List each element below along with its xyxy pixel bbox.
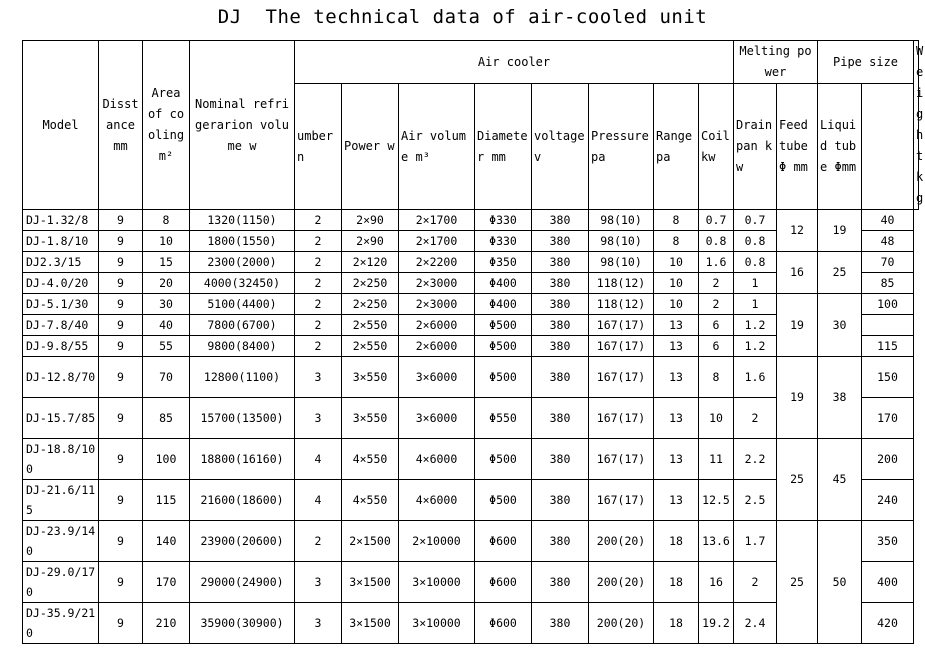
cell-power: 3×550	[342, 357, 399, 398]
table-row	[23, 357, 919, 398]
cell-drain: 2.4	[734, 603, 777, 644]
cell-nominal: 35900(30900)	[190, 603, 295, 644]
cell-n: 3	[295, 603, 342, 644]
cell-n: 2	[295, 231, 342, 252]
cell-area: 170	[143, 562, 190, 603]
cell-airvol: 4×6000	[399, 439, 475, 480]
cell-airvol: 2×1700	[399, 231, 475, 252]
cell-diam: Φ400	[475, 273, 532, 294]
cell-pipe-feed: 19	[777, 357, 818, 439]
cell-range: 13	[654, 336, 699, 357]
header-distance: Disstance mm	[99, 41, 143, 210]
cell-volt: 380	[532, 315, 589, 336]
cell-press: 167(17)	[589, 315, 654, 336]
cell-drain: 1.7	[734, 521, 777, 562]
header-pressure: Pressure pa	[589, 84, 654, 210]
cell-n: 2	[295, 252, 342, 273]
cell-diam: Φ500	[475, 336, 532, 357]
cell-press: 167(17)	[589, 398, 654, 439]
cell-power: 2×250	[342, 294, 399, 315]
cell-volt: 380	[532, 603, 589, 644]
header-nominal: Nominal refrigerarion volume w	[190, 41, 295, 210]
cell-coil: 2	[699, 273, 734, 294]
cell-volt: 380	[532, 357, 589, 398]
cell-airvol: 2×3000	[399, 294, 475, 315]
cell-pipe-feed: 25	[777, 521, 818, 644]
cell-area: 10	[143, 231, 190, 252]
cell-coil: 19.2	[699, 603, 734, 644]
cell-weight: 115	[862, 336, 914, 357]
cell-area: 70	[143, 357, 190, 398]
cell-nominal: 2300(2000)	[190, 252, 295, 273]
cell-dist: 9	[99, 210, 143, 231]
cell-weight: 100	[862, 294, 914, 315]
cell-coil: 16	[699, 562, 734, 603]
cell-pipe-feed: 19	[777, 294, 818, 357]
cell-range: 13	[654, 480, 699, 521]
cell-pipe-feed: 16	[777, 252, 818, 294]
cell-model: DJ-9.8/55	[23, 336, 99, 357]
cell-power: 4×550	[342, 439, 399, 480]
cell-range: 8	[654, 210, 699, 231]
table-row	[23, 210, 919, 231]
header-number: umber n	[295, 84, 342, 210]
cell-volt: 380	[532, 336, 589, 357]
cell-coil: 13.6	[699, 521, 734, 562]
cell-dist: 9	[99, 252, 143, 273]
cell-press: 98(10)	[589, 210, 654, 231]
cell-drain: 2	[734, 562, 777, 603]
cell-pipe-liquid: 30	[818, 294, 862, 357]
header-weight: Weight kg	[914, 41, 919, 210]
cell-range: 18	[654, 562, 699, 603]
cell-range: 10	[654, 294, 699, 315]
cell-dist: 9	[99, 439, 143, 480]
cell-diam: Φ600	[475, 521, 532, 562]
cell-model: DJ-1.32/8	[23, 210, 99, 231]
cell-weight: 150	[862, 357, 914, 398]
cell-dist: 9	[99, 562, 143, 603]
header-power: Power w	[342, 84, 399, 210]
cell-weight: 85	[862, 273, 914, 294]
cell-airvol: 3×6000	[399, 398, 475, 439]
cell-coil: 0.8	[699, 231, 734, 252]
cell-airvol: 2×10000	[399, 521, 475, 562]
cell-dist: 9	[99, 603, 143, 644]
cell-model: DJ-4.0/20	[23, 273, 99, 294]
cell-model: DJ2.3/15	[23, 252, 99, 273]
cell-airvol: 2×6000	[399, 315, 475, 336]
cell-power: 2×90	[342, 231, 399, 252]
header-feed-tube: Feed tube Φ mm	[777, 84, 818, 210]
cell-range: 13	[654, 357, 699, 398]
cell-diam: Φ500	[475, 315, 532, 336]
cell-volt: 380	[532, 439, 589, 480]
cell-nominal: 21600(18600)	[190, 480, 295, 521]
cell-nominal: 9800(8400)	[190, 336, 295, 357]
cell-nominal: 5100(4400)	[190, 294, 295, 315]
cell-press: 167(17)	[589, 357, 654, 398]
cell-model: DJ-12.8/70	[23, 357, 99, 398]
cell-area: 100	[143, 439, 190, 480]
cell-area: 15	[143, 252, 190, 273]
cell-coil: 0.7	[699, 210, 734, 231]
cell-model: DJ-7.8/40	[23, 315, 99, 336]
cell-press: 200(20)	[589, 603, 654, 644]
cell-coil: 8	[699, 357, 734, 398]
cell-dist: 9	[99, 294, 143, 315]
cell-press: 98(10)	[589, 252, 654, 273]
cell-press: 167(17)	[589, 439, 654, 480]
cell-airvol: 4×6000	[399, 480, 475, 521]
cell-nominal: 1800(1550)	[190, 231, 295, 252]
cell-diam: Φ400	[475, 294, 532, 315]
cell-volt: 380	[532, 521, 589, 562]
cell-dist: 9	[99, 398, 143, 439]
cell-drain: 2.5	[734, 480, 777, 521]
cell-model: DJ-1.8/10	[23, 231, 99, 252]
cell-model: DJ-29.0/170	[23, 562, 99, 603]
cell-coil: 2	[699, 294, 734, 315]
cell-area: 55	[143, 336, 190, 357]
cell-power: 3×550	[342, 398, 399, 439]
cell-press: 118(12)	[589, 294, 654, 315]
cell-range: 8	[654, 231, 699, 252]
table-row	[23, 294, 919, 315]
header-pipe-size: Pipe size	[818, 41, 914, 84]
cell-model: DJ-21.6/115	[23, 480, 99, 521]
cell-airvol: 3×10000	[399, 562, 475, 603]
cell-volt: 380	[532, 562, 589, 603]
cell-diam: Φ500	[475, 357, 532, 398]
cell-dist: 9	[99, 521, 143, 562]
cell-range: 18	[654, 603, 699, 644]
cell-press: 98(10)	[589, 231, 654, 252]
cell-area: 20	[143, 273, 190, 294]
cell-nominal: 12800(1100)	[190, 357, 295, 398]
cell-diam: Φ500	[475, 439, 532, 480]
cell-airvol: 2×3000	[399, 273, 475, 294]
cell-power: 2×1500	[342, 521, 399, 562]
cell-drain: 1.6	[734, 357, 777, 398]
cell-range: 10	[654, 273, 699, 294]
cell-airvol: 2×1700	[399, 210, 475, 231]
cell-weight: 40	[862, 210, 914, 231]
cell-pipe-liquid: 19	[818, 210, 862, 252]
cell-drain: 1	[734, 294, 777, 315]
cell-diam: Φ500	[475, 480, 532, 521]
cell-diam: Φ330	[475, 231, 532, 252]
cell-drain: 2.2	[734, 439, 777, 480]
cell-volt: 380	[532, 231, 589, 252]
cell-power: 2×550	[342, 336, 399, 357]
cell-weight: 70	[862, 252, 914, 273]
header-melting-power: Melting power	[734, 41, 818, 84]
cell-press: 200(20)	[589, 521, 654, 562]
cell-airvol: 2×2200	[399, 252, 475, 273]
cell-n: 3	[295, 357, 342, 398]
cell-dist: 9	[99, 273, 143, 294]
cell-pipe-liquid: 50	[818, 521, 862, 644]
cell-weight: 420	[862, 603, 914, 644]
cell-n: 4	[295, 480, 342, 521]
cell-diam: Φ350	[475, 252, 532, 273]
header-area: Area of cooling m²	[143, 41, 190, 210]
cell-drain: 0.8	[734, 231, 777, 252]
cell-n: 3	[295, 398, 342, 439]
cell-power: 2×250	[342, 273, 399, 294]
cell-diam: Φ550	[475, 398, 532, 439]
cell-n: 2	[295, 336, 342, 357]
cell-area: 40	[143, 315, 190, 336]
header-drain: Drain pan kw	[734, 84, 777, 210]
cell-press: 200(20)	[589, 562, 654, 603]
cell-weight: 350	[862, 521, 914, 562]
cell-range: 10	[654, 252, 699, 273]
cell-volt: 380	[532, 480, 589, 521]
cell-nominal: 4000(32450)	[190, 273, 295, 294]
cell-volt: 380	[532, 398, 589, 439]
header-model: Model	[23, 41, 99, 210]
cell-coil: 11	[699, 439, 734, 480]
cell-model: DJ-5.1/30	[23, 294, 99, 315]
cell-press: 118(12)	[589, 273, 654, 294]
cell-coil: 1.6	[699, 252, 734, 273]
cell-power: 2×550	[342, 315, 399, 336]
cell-model: DJ-15.7/85	[23, 398, 99, 439]
cell-diam: Φ600	[475, 603, 532, 644]
cell-coil: 10	[699, 398, 734, 439]
technical-data-table	[22, 40, 924, 644]
cell-volt: 380	[532, 210, 589, 231]
cell-n: 3	[295, 562, 342, 603]
cell-nominal: 1320(1150)	[190, 210, 295, 231]
cell-press: 167(17)	[589, 480, 654, 521]
cell-pipe-liquid: 38	[818, 357, 862, 439]
header-liquid-tube: Liquid tube Φmm	[818, 84, 862, 210]
cell-model: DJ-23.9/140	[23, 521, 99, 562]
cell-drain: 2	[734, 398, 777, 439]
cell-drain: 0.8	[734, 252, 777, 273]
cell-power: 3×1500	[342, 603, 399, 644]
cell-n: 2	[295, 273, 342, 294]
cell-weight: 240	[862, 480, 914, 521]
cell-dist: 9	[99, 336, 143, 357]
header-coil: Coil kw	[699, 84, 734, 210]
cell-pipe-liquid: 45	[818, 439, 862, 521]
cell-n: 2	[295, 294, 342, 315]
cell-volt: 380	[532, 273, 589, 294]
cell-pipe-feed: 25	[777, 439, 818, 521]
cell-area: 140	[143, 521, 190, 562]
cell-area: 210	[143, 603, 190, 644]
cell-range: 18	[654, 521, 699, 562]
cell-volt: 380	[532, 252, 589, 273]
cell-volt: 380	[532, 294, 589, 315]
cell-drain: 1.2	[734, 315, 777, 336]
cell-diam: Φ600	[475, 562, 532, 603]
header-air-cooler: Air cooler	[295, 41, 734, 84]
table-row	[23, 521, 919, 562]
cell-pipe-liquid: 25	[818, 252, 862, 294]
cell-pipe-feed: 12	[777, 210, 818, 252]
cell-area: 30	[143, 294, 190, 315]
cell-drain: 1	[734, 273, 777, 294]
cell-n: 2	[295, 210, 342, 231]
cell-weight: 48	[862, 231, 914, 252]
cell-area: 8	[143, 210, 190, 231]
cell-coil: 12.5	[699, 480, 734, 521]
cell-power: 4×550	[342, 480, 399, 521]
table-row	[23, 439, 919, 480]
cell-model: DJ-18.8/100	[23, 439, 99, 480]
cell-diam: Φ330	[475, 210, 532, 231]
cell-dist: 9	[99, 315, 143, 336]
cell-n: 2	[295, 315, 342, 336]
cell-nominal: 18800(16160)	[190, 439, 295, 480]
cell-power: 2×120	[342, 252, 399, 273]
cell-weight: 170	[862, 398, 914, 439]
cell-range: 13	[654, 439, 699, 480]
cell-n: 2	[295, 521, 342, 562]
cell-area: 85	[143, 398, 190, 439]
cell-power: 3×1500	[342, 562, 399, 603]
cell-nominal: 23900(20600)	[190, 521, 295, 562]
cell-nominal: 15700(13500)	[190, 398, 295, 439]
cell-airvol: 2×6000	[399, 336, 475, 357]
cell-coil: 6	[699, 336, 734, 357]
cell-model: DJ-35.9/210	[23, 603, 99, 644]
cell-range: 13	[654, 398, 699, 439]
table-row	[23, 252, 919, 273]
cell-airvol: 3×6000	[399, 357, 475, 398]
cell-range: 13	[654, 315, 699, 336]
cell-coil: 6	[699, 315, 734, 336]
cell-drain: 0.7	[734, 210, 777, 231]
cell-weight	[862, 315, 914, 336]
header-diameter: Diameter mm	[475, 84, 532, 210]
cell-airvol: 3×10000	[399, 603, 475, 644]
cell-nominal: 29000(24900)	[190, 562, 295, 603]
cell-dist: 9	[99, 357, 143, 398]
header-voltage: voltage v	[532, 84, 589, 210]
cell-drain: 1.2	[734, 336, 777, 357]
cell-area: 115	[143, 480, 190, 521]
cell-weight: 400	[862, 562, 914, 603]
cell-power: 2×90	[342, 210, 399, 231]
cell-dist: 9	[99, 231, 143, 252]
cell-press: 167(17)	[589, 336, 654, 357]
page-title: DJ The technical data of air-cooled unit	[217, 6, 708, 28]
header-air-volume: Air volume m³	[399, 84, 475, 210]
cell-weight: 200	[862, 439, 914, 480]
cell-nominal: 7800(6700)	[190, 315, 295, 336]
cell-dist: 9	[99, 480, 143, 521]
cell-n: 4	[295, 439, 342, 480]
header-range: Range pa	[654, 84, 699, 210]
